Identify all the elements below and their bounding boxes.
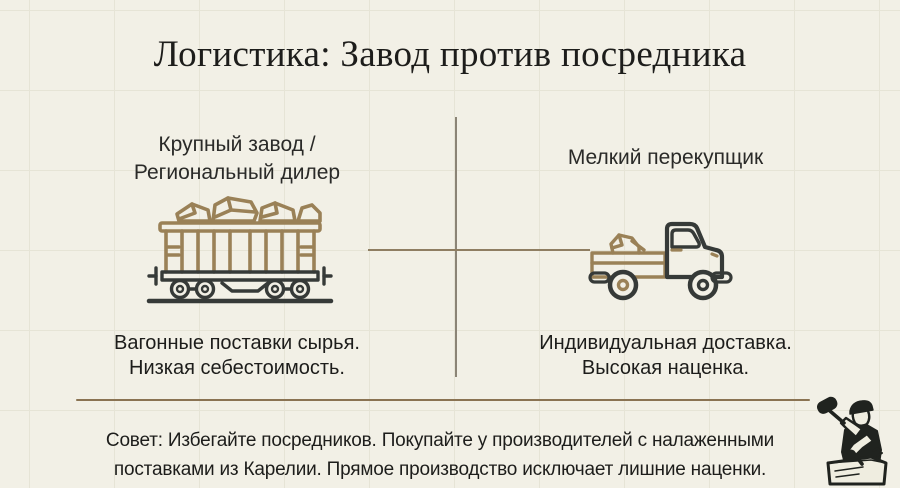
tip-line2: поставками из Карелии. Прямое производство исключает лишние наценки. [113,458,767,480]
left-caption-line1: Вагонные поставки сырья. [113,332,360,354]
pickup-truck-icon [588,213,750,305]
freight-wagon-icon [146,193,334,307]
tip-separator-line [76,399,810,401]
left-heading-line1: Крупный завод / [158,133,316,156]
stonemason-illustration [815,396,897,488]
freight-wagon-svg [146,193,334,307]
right-caption-line2: Высокая наценка. [581,357,750,380]
tip-line1: Совет: Избегайте посредников. Покупайте у производителей с налаженными [105,430,775,451]
right-caption-line1: Индивидуальная доставка. [539,332,792,354]
left-column-caption [57,331,417,382]
right-heading-line1: Мелкий перекупщик [567,146,764,169]
column-divider-horizontal [368,249,590,251]
left-caption-line2: Низкая себестоимость. [129,357,345,380]
pickup-truck-svg [588,213,750,305]
left-heading-line2: Региональный дилер [133,161,341,185]
page-title: Логистика: Завод против посредника [153,34,747,75]
tip-text [40,427,840,485]
right-column-caption [488,331,843,382]
stonemason-svg [815,396,897,488]
column-divider-vertical [455,117,457,377]
right-column-heading [488,144,843,172]
left-column-heading [57,131,417,187]
